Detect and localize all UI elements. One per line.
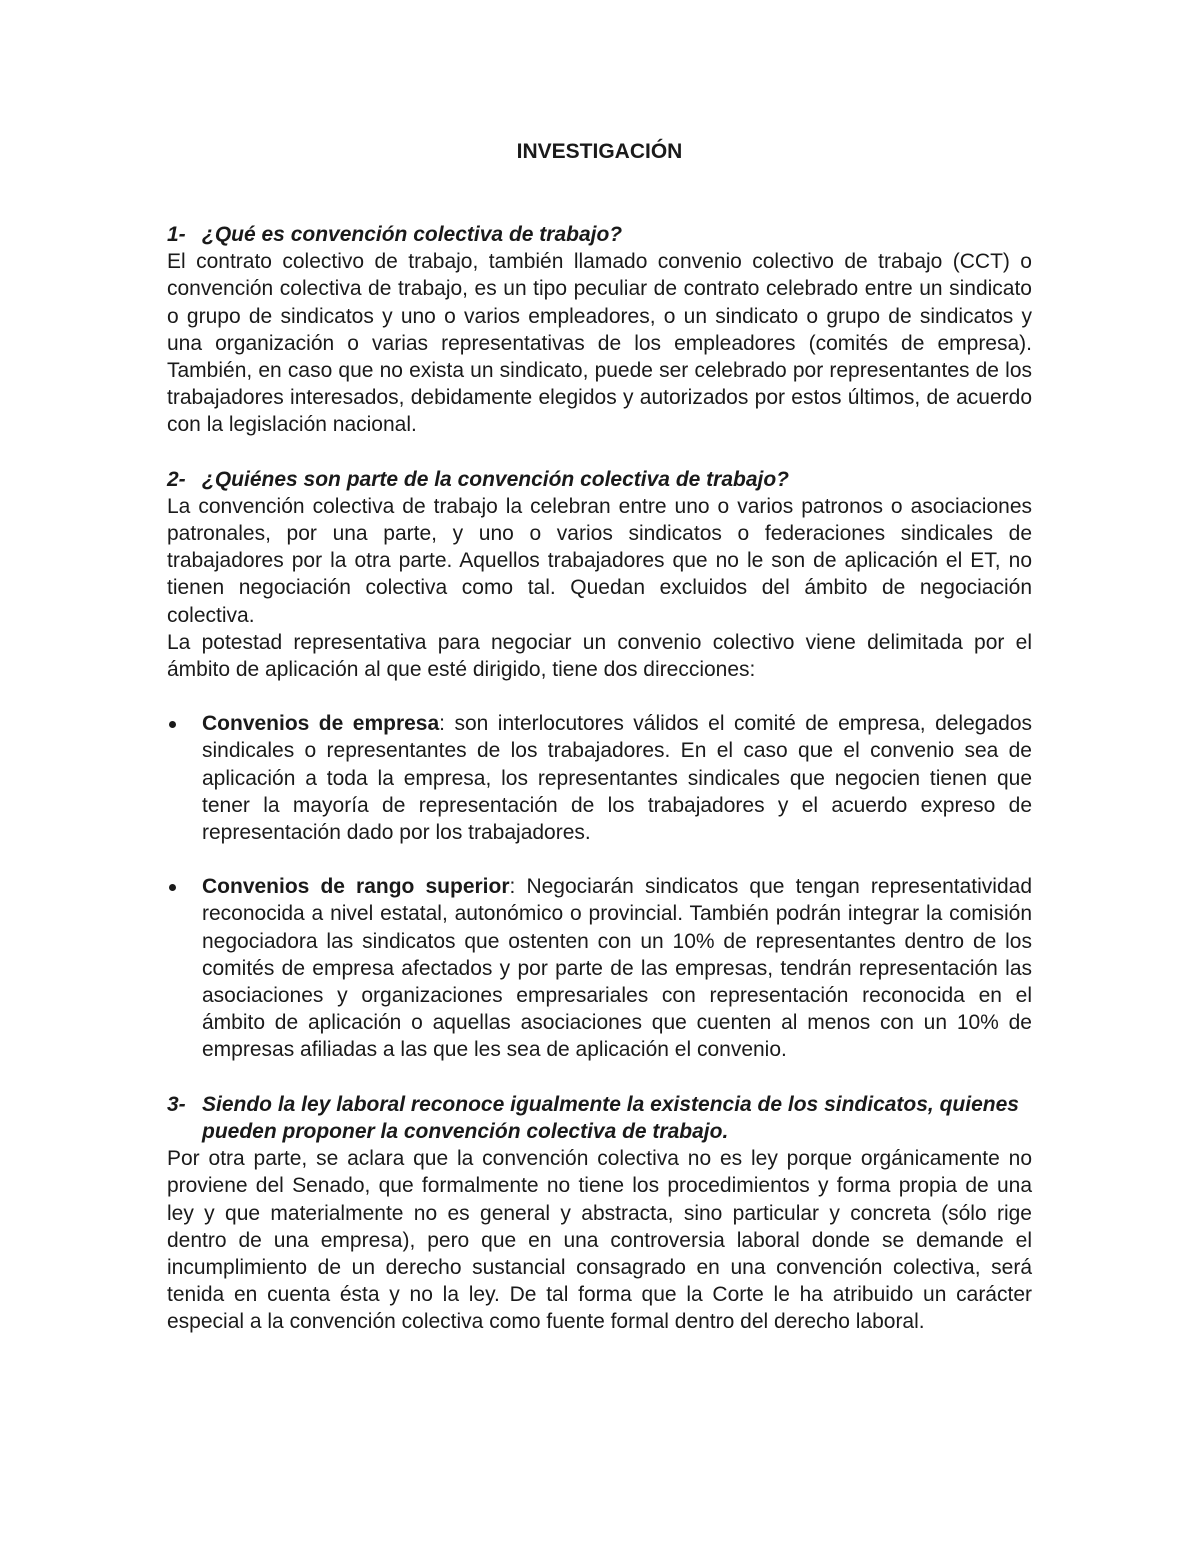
section-1 — [167, 221, 1032, 439]
document-page — [167, 138, 1032, 1336]
question-text: ¿Qué es convención colectiva de trabajo? — [202, 223, 623, 246]
question-text: Siendo la ley laboral reconoce igualmente la existencia de los sindicatos, quienes pueden proponer la convención colectiva de trabajo. — [202, 1092, 1019, 1143]
bullet-text: : Negociarán sindicatos que tengan representatividad reconocida a nivel estatal, autonómico o provincial. También podrán integrar la comisión negociadora las sindicatos que ostenten con un 10% de representantes dentro de los comités de empresa afectados y por parte de las empresas, tendrán representación las asociaciones y organizaciones empresariales con representación reconocida en el ámbito de aplicación o aquellas asociaciones que cuenten al menos con un 10% de empresas afiliadas a las que les sea de aplicación el convenio. — [202, 875, 1032, 1062]
list-item — [167, 873, 1032, 1063]
bullet-text: : son interlocutores válidos el comité de empresa, delegados sindicales o representantes de los trabajadores. En el caso que el convenio sea de aplicación a toda la empresa, los representantes sindicales que negocien tienen que tener la mayoría de representación de los trabajadores y el acuerdo expreso de representación dado por los trabajadores. — [202, 712, 1032, 845]
paragraph: Por otra parte, se aclara que la convención colectiva no es ley porque orgánicamente no proviene del Senado, que formalmente no tiene los procedimientos y forma propia de una ley y que materialmente no es general y abstracta, sino particular y concreta (sólo rige dentro de una empresa), pero que en una controversia laboral donde se demande el incumplimiento de un derecho sustancial consagrado en una convención colectiva, será tenida en cuenta ésta y no la ley. De tal forma que la Corte le ha atribuido un carácter especial a la convención colectiva como fuente formal dentro del derecho laboral. — [167, 1147, 1032, 1334]
question-heading — [167, 221, 1032, 248]
bullet-term: Convenios de rango superior — [202, 875, 510, 899]
bullet-list — [167, 710, 1032, 1063]
question-heading — [167, 466, 1032, 493]
bullet-body — [202, 873, 1032, 1063]
paragraph: La convención colectiva de trabajo la celebran entre uno o varios patronos o asociaciones patronales, por una parte, y uno o varios sindicatos o federaciones sindicales de trabajadores por la otra parte. Aquellos trabajadores que no le son de aplicación el ET, no tienen negociación colectiva como tal. Quedan excluidos del ámbito de negociación colectiva. — [167, 494, 1032, 627]
question-number: 3- — [167, 1092, 186, 1116]
paragraph: La potestad representativa para negociar un convenio colectivo viene delimitada por el ámbito de aplicación al que esté dirigido, tiene dos direcciones: — [167, 630, 1032, 682]
question-number: 2- — [167, 467, 186, 491]
bullet-dot-icon — [167, 873, 202, 1063]
bullet-dot-icon — [167, 710, 202, 846]
question-number: 1- — [167, 223, 186, 246]
list-spacer — [167, 846, 1032, 873]
question-heading — [167, 1091, 1032, 1145]
list-item — [167, 710, 1032, 846]
bullet-term: Convenios de empresa — [202, 712, 440, 736]
paragraph: El contrato colectivo de trabajo, también llamado convenio colectivo de trabajo (CCT) o convención colectiva de trabajo, es un tipo peculiar de contrato celebrado entre un sindicato o grupo de sindicatos y uno o varios empleadores, o un sindicato o grupo de sindicatos y una organización o varias representativas de los empleadores (comités de empresa). También, en caso que no exista un sindicato, puede ser celebrado por representantes de los trabajadores interesados, debidamente elegidos y autorizados por estos últimos, de acuerdo con la legislación nacional. — [167, 250, 1032, 437]
document-title: INVESTIGACIÓN — [516, 140, 683, 163]
section-2 — [167, 466, 1032, 1064]
question-text: ¿Quiénes son parte de la convención colectiva de trabajo? — [202, 467, 789, 491]
bullet-body — [202, 710, 1032, 846]
section-3 — [167, 1091, 1032, 1336]
